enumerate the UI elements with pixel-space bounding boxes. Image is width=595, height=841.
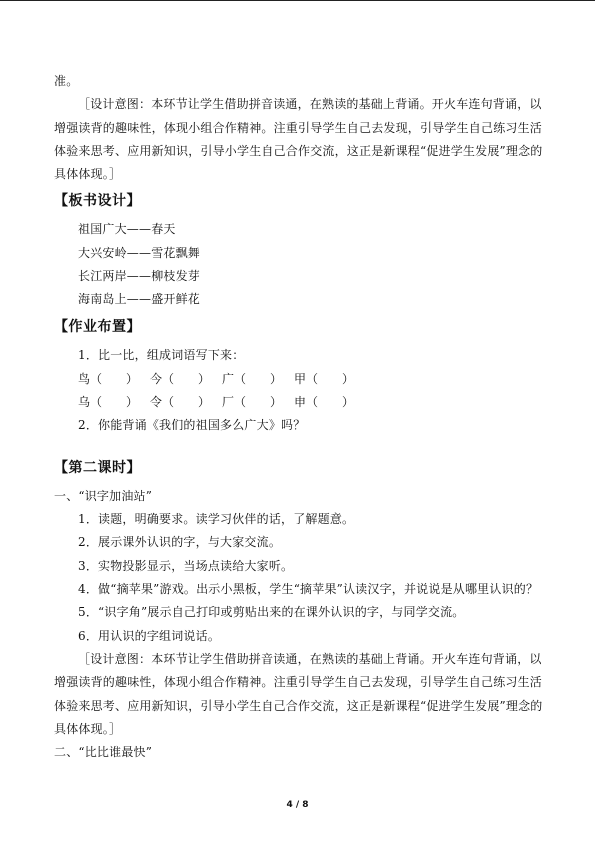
page-number: 4 / 8 [286, 800, 309, 810]
page-content [54, 70, 550, 764]
design-intent-paragraph: ［设计意图：本环节让学生借助拼音读通，在熟读的基础上背诵。开火车连句背诵，以增强读背的趣味性，体现小组合作精神。注重引导学生自己去发现，引导学生自己练习生活体验来思考、应用新知识，引导小学生自己合作交流，这正是新课程“促进学生发展”理念的具体体现。］ [54, 97, 543, 182]
table-cell: 鸟（ ） [78, 372, 139, 387]
table-cell: 甲（ ） [294, 372, 355, 387]
homework-item-2: 2．你能背诵《我们的祖国多么广大》吗？ [78, 417, 306, 432]
design-intent-paragraph: ［设计意图：本环节让学生借助拼音读通，在熟读的基础上背诵。开火车连句背诵，以增强读背的趣味性，体现小组合作精神。注重引导学生自己去发现，引导学生自己练习生活体验来思考、应用新知识，引导小学生自己合作交流，这正是新课程“促进学生发展”理念的具体体现。］ [54, 651, 543, 736]
table-cell: 令（ ） [150, 395, 211, 410]
second-lesson-heading: 【第二课时】 [54, 459, 141, 476]
list-item: 4．做“摘苹果”游戏。出示小黑板，学生“摘苹果”认读汉字，并说说是从哪里认识的？ [78, 582, 539, 597]
board-line: 海南岛上——盛开鲜花 [78, 292, 201, 307]
board-design-heading: 【板书设计】 [54, 193, 141, 210]
table-row [78, 367, 366, 390]
continued-text: 准。 [54, 74, 79, 88]
list-item: 2．展示课外认识的字，与大家交流。 [78, 535, 282, 550]
list-item: 3．实物投影显示，当场点读给大家听。 [78, 558, 294, 573]
table-row [78, 390, 366, 413]
board-design-list [54, 218, 550, 311]
list-item: 6．用认识的字组词说话。 [78, 628, 221, 643]
list-item: 5．“识字角”展示自己打印或剪贴出来的在课外认识的字，与同学交流。 [78, 605, 465, 620]
homework-item-1: 1．比一比，组成词语写下来： [78, 347, 245, 362]
list-item: 1．读题，明确要求。读学习伙伴的话，了解题意。 [78, 512, 355, 527]
board-line: 祖国广大——春天 [78, 222, 176, 237]
top-rule [0, 0, 595, 1]
section-title-2: 二、“比比谁最快” [54, 745, 153, 760]
section-title-1: 一、“识字加油站” [54, 488, 153, 503]
table-cell: 广（ ） [222, 372, 283, 387]
table-cell: 乌（ ） [78, 395, 139, 410]
board-line: 长江两岸——柳枝发芽 [78, 269, 201, 284]
table-cell: 今（ ） [150, 372, 211, 387]
table-cell: 申（ ） [294, 395, 355, 410]
table-cell: 厂（ ） [222, 395, 283, 410]
homework-heading: 【作业布置】 [54, 318, 141, 335]
board-line: 大兴安岭——雪花飘舞 [78, 245, 201, 260]
word-compare-table [78, 367, 366, 414]
